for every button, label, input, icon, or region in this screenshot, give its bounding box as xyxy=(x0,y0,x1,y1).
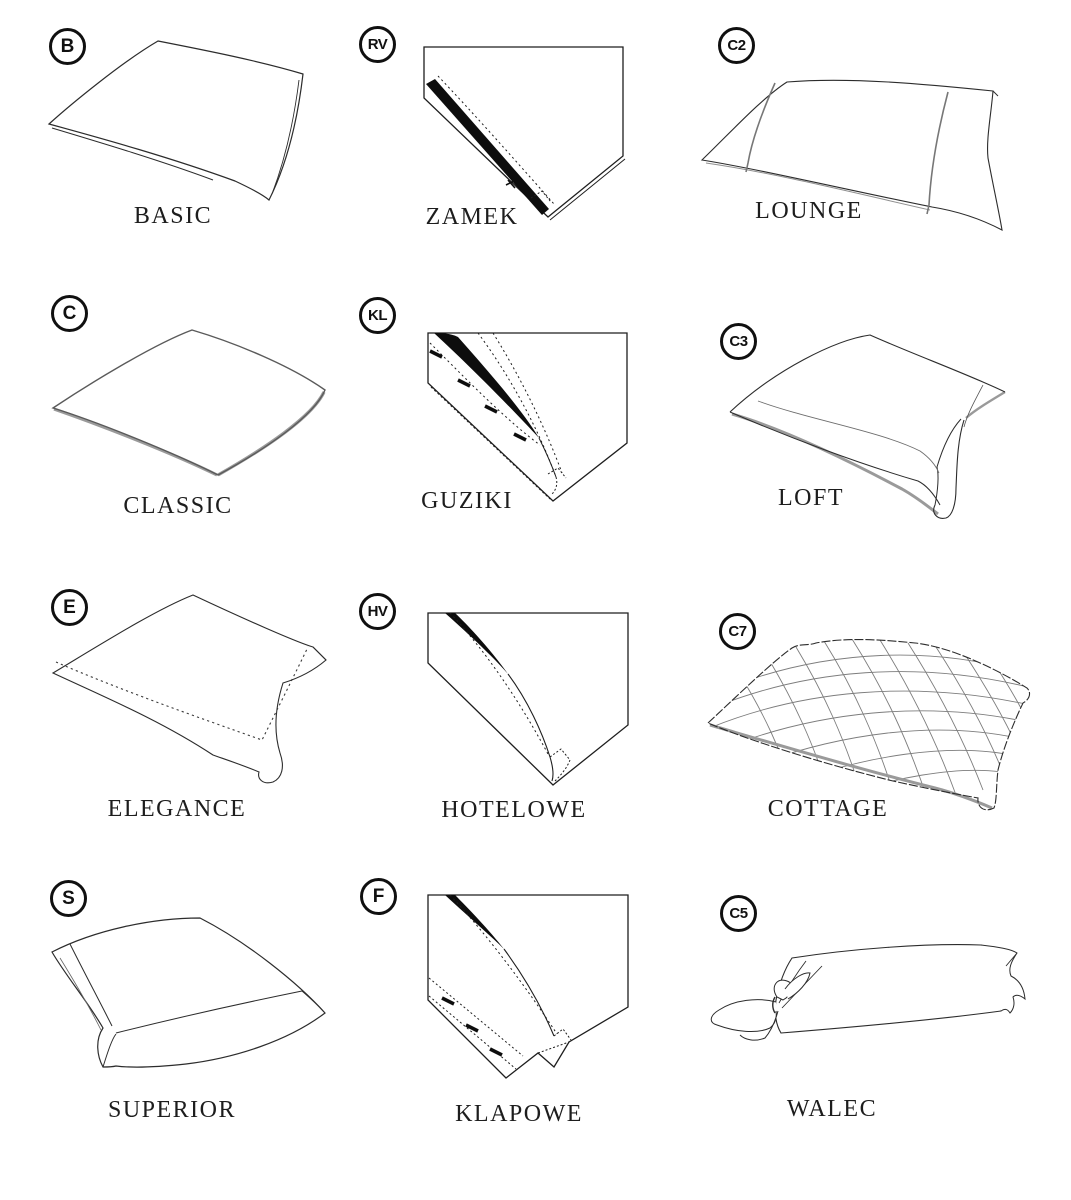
catalog-item-superior xyxy=(0,850,350,1200)
item-label: LOFT xyxy=(778,485,844,511)
item-label: LOUNGE xyxy=(755,198,863,224)
item-label: HOTELOWE xyxy=(441,797,587,823)
code-badge: E xyxy=(51,589,88,626)
catalog-item-klapowe xyxy=(350,850,680,1200)
code-badge: RV xyxy=(359,26,396,63)
catalog-item-elegance xyxy=(0,555,350,850)
item-label: GUZIKI xyxy=(421,488,513,514)
code-badge: C2 xyxy=(718,27,755,64)
code-badge: KL xyxy=(359,297,396,334)
code-badge: C5 xyxy=(720,895,757,932)
code-badge: C xyxy=(51,295,88,332)
catalog-item-classic xyxy=(0,270,350,555)
item-label: SUPERIOR xyxy=(107,1097,237,1123)
catalog-item-walec xyxy=(680,850,1071,1200)
flap-closure-corner-illustration xyxy=(350,850,680,1200)
item-label: WALEC xyxy=(786,1096,878,1122)
code-badge: C7 xyxy=(719,613,756,650)
button-closure-corner-illustration xyxy=(350,270,680,555)
flap-hem-pillow-illustration xyxy=(680,270,1071,555)
catalog-item-loft xyxy=(680,270,1071,555)
catalog-item-basic xyxy=(0,0,350,270)
item-label: ELEGANCE xyxy=(107,796,247,822)
item-label: CLASSIC xyxy=(123,493,233,519)
code-badge: HV xyxy=(359,593,396,630)
code-badge: B xyxy=(49,28,86,65)
catalog-item-cottage xyxy=(680,555,1071,850)
item-label: ZAMEK xyxy=(425,204,519,230)
code-badge: C3 xyxy=(720,323,757,360)
code-badge: F xyxy=(360,878,397,915)
catalog-item-zamek xyxy=(350,0,680,270)
catalog-item-guziki xyxy=(350,270,680,555)
item-label: COTTAGE xyxy=(767,796,889,822)
catalog-item-lounge xyxy=(680,0,1071,270)
code-badge: S xyxy=(50,880,87,917)
item-label: KLAPOWE xyxy=(455,1101,583,1127)
item-label: BASIC xyxy=(133,203,213,229)
catalog-item-hotelowe xyxy=(350,555,680,850)
